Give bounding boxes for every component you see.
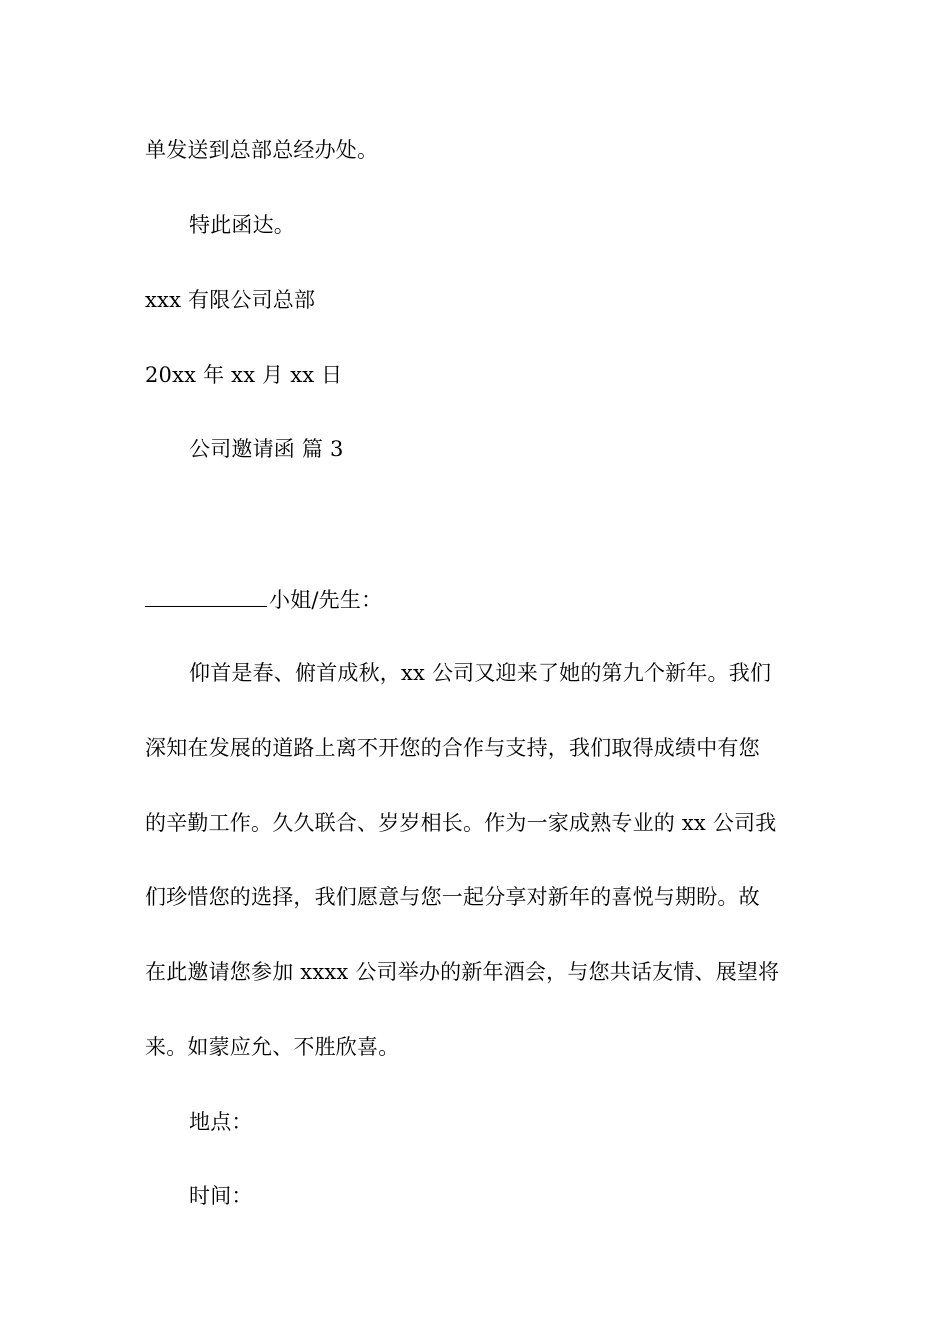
text-line: 深知在发展的道路上离不开您的合作与支持，我们取得成绩中有您 bbox=[145, 736, 760, 760]
time-label: 时间： bbox=[189, 1184, 253, 1208]
section-title: 公司邀请函 篇 3 bbox=[189, 437, 344, 461]
location-label: 地点： bbox=[189, 1110, 253, 1134]
name-blank-underline bbox=[145, 588, 267, 607]
text-line: 来。如蒙应允、不胜欣喜。 bbox=[145, 1035, 400, 1059]
company-name: xxx 有限公司总部 bbox=[145, 288, 316, 312]
date-line: 20xx 年 xx 月 xx 日 bbox=[145, 363, 343, 387]
text-line: 单发送到总部总经办处。 bbox=[145, 138, 379, 162]
salutation bbox=[145, 585, 382, 615]
salutation-text: 小姐/先生： bbox=[269, 588, 383, 612]
text-line: 们珍惜您的选择，我们愿意与您一起分享对新年的喜悦与期盼。故 bbox=[145, 885, 760, 909]
text-line: 在此邀请您参加 xxxx 公司举办的新年酒会，与您共话友情、展望将 bbox=[145, 960, 780, 984]
text-line: 仰首是春、俯首成秋，xx 公司又迎来了她的第九个新年。我们 bbox=[189, 661, 772, 685]
text-line: 的辛勤工作。久久联合、岁岁相长。作为一家成熟专业的 xx 公司我 bbox=[145, 811, 777, 835]
text-line: 特此函达。 bbox=[189, 213, 295, 237]
